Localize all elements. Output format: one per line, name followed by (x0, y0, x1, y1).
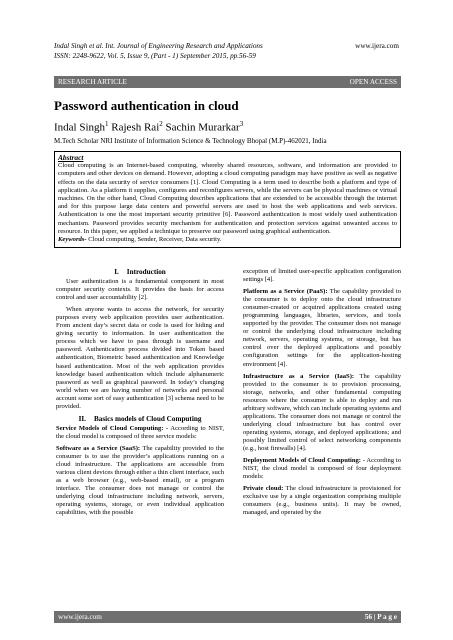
author-list (54, 120, 243, 134)
right-column (243, 268, 401, 521)
paper-title: Password authentication in cloud (54, 98, 239, 113)
left-column (56, 268, 224, 521)
section-number: II. (78, 414, 86, 423)
affiliation: M.Tech Scholar NRI Institute of Information Science & Technology Bhopal (M.P)-462021, India (54, 137, 327, 145)
page-number: 56 | P a g e (364, 613, 397, 621)
abstract-heading: Abstract (58, 153, 84, 162)
author-affil-mark: 1 (105, 120, 109, 128)
paragraph: exception of limited user-specific application configuration settings [4]. (243, 268, 401, 284)
paragraph-text: According to NIST, the cloud model is composed of four deployment models: (243, 457, 401, 481)
author-affil-mark: 3 (239, 120, 244, 128)
paragraph: User authentication is a fundamental component in most computer security contexts. It provides the basis for access control and user accountability [2]. (56, 278, 224, 302)
journal-citation: Indal Singh et al. Int. Journal of Engineering Research and Applications (54, 42, 263, 50)
author-name: Sachin Murarkar (165, 121, 240, 134)
author-name: Rajesh Rai (111, 121, 160, 134)
run-in-heading: Deployment Models of Cloud Computing: - (243, 457, 365, 465)
paragraph (56, 445, 224, 517)
journal-header (54, 42, 399, 61)
abstract-box (54, 151, 401, 248)
keywords-text: Cloud computing, Sender, Receiver, Data security. (86, 236, 222, 244)
paragraph (243, 288, 401, 368)
footer-band (54, 611, 401, 623)
author-affil-mark: 2 (159, 120, 163, 128)
run-in-heading: Service Models of Cloud Computing: - (56, 424, 169, 432)
section-heading-basic-models (56, 415, 224, 423)
keywords-label: Keywords- (58, 236, 87, 244)
journal-issn: ISSN: 2248-9622, Vol. 5, Issue 9, (Part - 1) September 2015, pp.56-59 (54, 51, 256, 60)
keywords (58, 236, 397, 244)
section-title: Basics models of Cloud Computing (93, 414, 202, 423)
paragraph-text: The capability provided to the consumer is to deploy onto the cloud infrastructure consumer-created or acquired applications created using programming languages, libraries, services, and tools supported by the provider. The consumer does not manage or control the underlying cloud infrastructure including network, servers, operating systems, or storage, but has control over the deployed applications and possibly configuration settings for the application-hosting environment [4]. (243, 288, 401, 368)
paragraph (243, 457, 401, 481)
paragraph (56, 425, 224, 441)
paragraph-text: The capability provided to the consumer is to provision processing, storage, networks, and other fundamental computing resources where the consumer is able to deploy and run arbitrary software, which can include operating systems and applications. The consumer does not manage or control the underlying cloud infrastructure but has control over operating systems, storage, and deployed applications; and possibly limited control of select networking components (e.g., host firewalls) [4]. (243, 372, 401, 452)
footer-site-link[interactable]: www.ijera.com (58, 613, 102, 621)
section-heading-introduction (56, 268, 224, 276)
author-name: Indal Singh (54, 121, 106, 134)
run-in-heading: Platform as a Service (PaaS): (243, 288, 328, 296)
paragraph: When anyone wants to access the network, for security purposes every web application provides user authentication. From ancient day’s secret data or code is used for hiding and giving security to information. In user authentication the process which we have to pass through is username and password. Authentication process divided into Token based authentication, Biometric based authentication and Knowledge based authentication. Most of the web application provides knowledge based authentication which include alphanumeric password as well as graphical password. In today’s changing world when we are having number of networks and personal account some sort of easy authentication [3] schema need to be provided. (56, 306, 224, 410)
run-in-heading: Infrastructure as a Service (IaaS): (243, 372, 355, 380)
paragraph-text: The cloud infrastructure is provisioned for exclusive use by a single organization comprising multiple consumers (e.g., business units). It may be owned, managed, and operated by the (243, 485, 401, 517)
run-in-heading: Software as a Service (SaaS): (56, 444, 141, 452)
open-access-label: OPEN ACCESS (349, 78, 397, 86)
section-title: Introduction (126, 268, 166, 276)
research-article-label: RESEARCH ARTICLE (58, 78, 127, 86)
paragraph (243, 485, 401, 517)
header-site-link[interactable]: www.ijera.com (355, 42, 399, 50)
run-in-heading: Private cloud: (243, 485, 284, 493)
article-type-band (54, 76, 401, 88)
section-number: I. (114, 268, 119, 276)
paragraph (243, 373, 401, 453)
paragraph-text: The capability provided to the consumer is to use the provider’s applications running on a cloud infrastructure. The applications are accessible from various client devices through either a thin client interface, such as a web browser (e.g., web-based email), or a program interface. The consumer does not manage or control the underlying cloud infrastructure including network, servers, operating systems, storage, or even individual application capabilities, with the possible (56, 444, 224, 517)
paragraph-text: According to NIST, the cloud model is composed of three service models: (56, 424, 224, 440)
abstract-text: Cloud computing is an Internet-based computing, whereby shared resources, software, and information are provided to computers and other devices on demand. However, adopting a cloud computing paradigm may have positive as well as negative effects on the data security of service consumers [1]. Cloud Computing is a term used to describe both a platform and type of application. As a platform it supplies, configures and reconfigures servers, while the servers can be physical machines or virtual machines. On the other hand, Cloud Computing describes applications that are extended to be accessible through the internet and for this purpose large data centers and powerful servers are used to host the web applications and web services. Authentication is one the most important security primitive [6]. Password authentication is most widely used authentication mechanism. Password provides security mechanism for authentication and protection services against unwanted access to resource. In this paper, we applied a technique to preserve our password using graphical authentication. (58, 162, 397, 235)
